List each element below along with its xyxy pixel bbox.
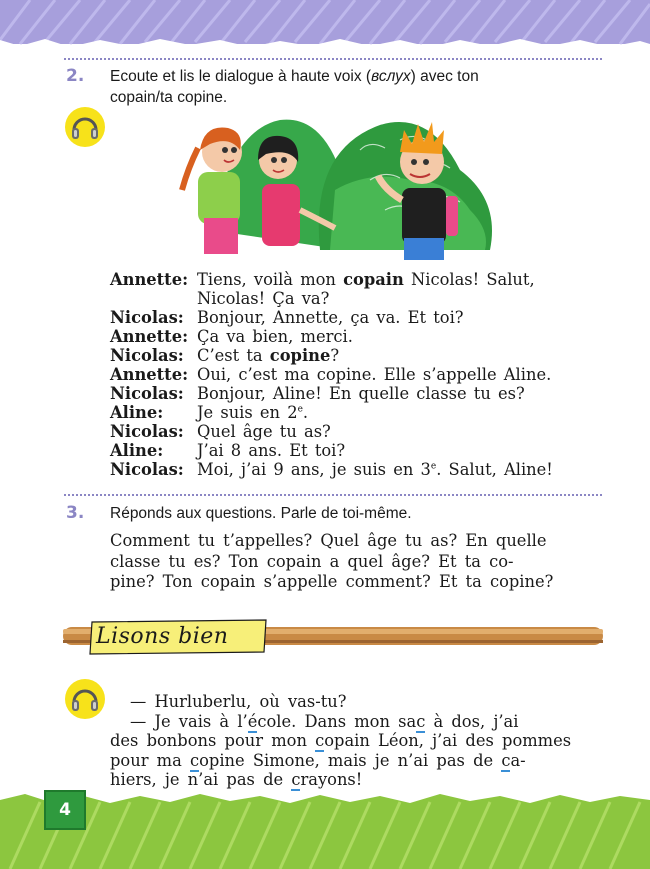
dialogue-text: J’ai 8 ans. Et toi? [197, 441, 346, 460]
text-line: classe tu es? Ton copain a quel âge? Et ta co- [110, 551, 514, 571]
speaker-name: Nicolas: [110, 460, 184, 479]
dialogue-text: Je suis en 2e. [197, 403, 309, 422]
speaker-name: Annette: [110, 270, 189, 289]
reading-text [110, 692, 602, 790]
exercise-number: 2. [66, 66, 85, 86]
speaker-name: Annette: [110, 365, 189, 384]
headphones-icon[interactable] [64, 106, 106, 148]
text-line: Comment tu t’appelles? Quel âge tu as? En quelle [110, 531, 547, 550]
dialogue-text: Tiens, voilà mon copain Nicolas! Salut, [197, 270, 535, 289]
divider-dotted [64, 494, 602, 496]
text-line: des bonbons pour mon copain Léon, j’ai des pommes [110, 731, 572, 750]
speaker-name: Nicolas: [110, 384, 184, 403]
dialogue-line [110, 460, 610, 479]
dialogue-line [110, 346, 610, 365]
dialogue-line [110, 327, 610, 346]
dialogue-text: C’est ta copine? [197, 346, 340, 365]
dialogue-line [110, 289, 610, 308]
dialogue-line [110, 270, 610, 289]
section-title: Lisons bien [96, 624, 229, 649]
speaker-name [110, 289, 197, 308]
text-line: hiers, je n’ai pas de crayons! [110, 770, 363, 789]
top-decorative-band [0, 0, 650, 52]
speaker-name: Aline: [110, 403, 164, 422]
speaker-name: Nicolas: [110, 308, 184, 327]
dialogue [110, 270, 610, 479]
dialogue-text: Moi, j’ai 9 ans, je suis en 3e. Salut, Aline! [197, 460, 553, 479]
speaker-name: Nicolas: [110, 422, 184, 441]
dialogue-line [110, 441, 610, 460]
exercise-instruction: Réponds aux questions. Parle de toi-même. [110, 505, 412, 522]
dialogue-text: Bonjour, Annette, ça va. Et toi? [197, 308, 464, 327]
text-line: pine? Ton copain s’appelle comment? Et ta copine? [110, 572, 554, 591]
dialogue-text: Bonjour, Aline! En quelle classe tu es? [197, 384, 525, 403]
children-illustration [170, 110, 500, 262]
dialogue-line [110, 365, 610, 384]
page-number: 4 [44, 790, 86, 830]
dialogue-text: Quel âge tu as? [197, 422, 331, 441]
dialogue-text: Nicolas! Ça va? [197, 289, 330, 308]
dialogue-text: Oui, c’est ma copine. Elle s’appelle Aline. [197, 365, 552, 384]
dialogue-text: Ça va bien, merci. [197, 327, 353, 346]
text-line: — Je vais à l’école. Dans mon sac à dos, j’ai [130, 711, 519, 731]
bottom-grass-band [0, 790, 650, 869]
headphones-icon[interactable] [64, 678, 106, 720]
speaker-name: Nicolas: [110, 346, 184, 365]
dialogue-line [110, 422, 610, 441]
exercise-questions [110, 531, 602, 593]
divider-dotted [64, 58, 602, 60]
speaker-name: Annette: [110, 327, 189, 346]
speaker-name: Aline: [110, 441, 164, 460]
dialogue-line [110, 384, 610, 403]
text-line: — Hurluberlu, où vas-tu? [130, 692, 347, 711]
dialogue-line [110, 403, 610, 422]
exercise-number: 3. [66, 503, 85, 523]
dialogue-line [110, 308, 610, 327]
exercise-instruction: Ecoute et lis le dialogue à haute voix (вслух) avec ton copain/ta copine. [110, 68, 479, 106]
text-line: pour ma copine Simone, mais je n’ai pas de ca- [110, 750, 526, 770]
